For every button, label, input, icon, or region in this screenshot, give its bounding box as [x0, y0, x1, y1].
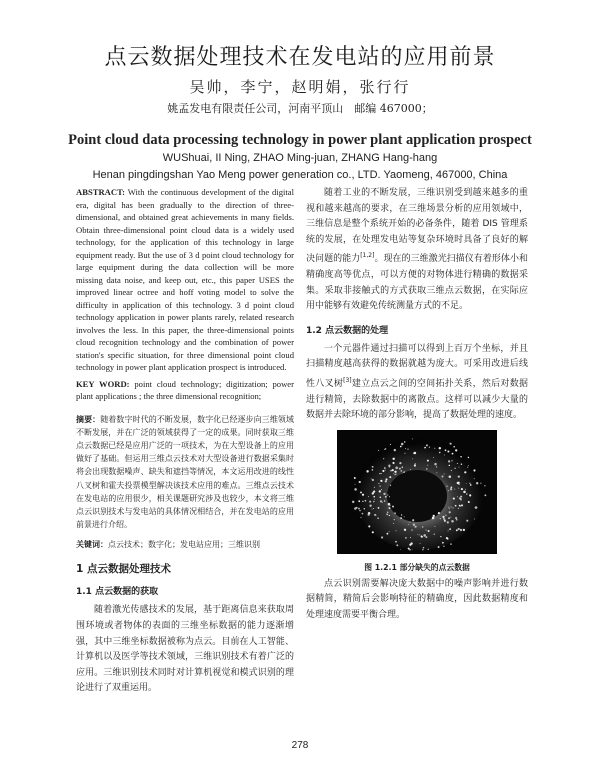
point-cloud-dot — [384, 500, 386, 502]
point-cloud-dot — [459, 505, 460, 506]
keywords-zh — [76, 539, 294, 551]
point-cloud-dot — [380, 496, 382, 498]
point-cloud-dot — [395, 541, 397, 543]
point-cloud-dot — [420, 543, 421, 544]
point-cloud-dot — [392, 469, 394, 471]
point-cloud-dot — [410, 537, 411, 538]
point-cloud-dot — [384, 448, 385, 449]
point-cloud-dot — [378, 507, 380, 509]
point-cloud-dot — [396, 530, 397, 531]
point-cloud-dot — [400, 517, 402, 519]
point-cloud-dot — [466, 483, 467, 484]
point-cloud-dot — [382, 470, 384, 472]
point-cloud-dot — [451, 486, 453, 488]
point-cloud-dot — [409, 543, 411, 545]
point-cloud-dot — [451, 520, 454, 523]
point-cloud-dot — [392, 462, 394, 464]
point-cloud-dot — [389, 507, 391, 509]
point-cloud-dot — [454, 467, 455, 468]
point-cloud-dot — [442, 475, 444, 477]
point-cloud-dot — [395, 473, 397, 475]
point-cloud-dot — [381, 536, 383, 538]
point-cloud-dot — [374, 486, 375, 487]
point-cloud-dot — [402, 472, 403, 473]
point-cloud-dot — [385, 469, 386, 470]
point-cloud-dot — [412, 549, 413, 550]
point-cloud-dot — [404, 516, 405, 517]
keywords-en-label: KEY WORD: — [76, 378, 130, 389]
point-cloud-dot — [423, 547, 425, 549]
point-cloud-dot — [408, 524, 409, 525]
point-cloud-dot — [412, 519, 414, 521]
section-1-2-heading: 1.2 点云数据的处理 — [306, 325, 389, 336]
point-cloud-dot — [426, 444, 428, 446]
point-cloud-dot — [449, 528, 451, 530]
point-cloud-dot — [445, 514, 446, 515]
point-cloud-dot — [436, 472, 437, 473]
point-cloud-dot — [360, 491, 362, 493]
point-cloud-dot — [427, 464, 428, 465]
point-cloud-dot — [364, 508, 365, 509]
point-cloud-dot — [449, 508, 450, 509]
point-cloud-image — [337, 430, 497, 554]
point-cloud-dot — [404, 441, 405, 442]
point-cloud-dot — [389, 531, 390, 532]
section-1-2-paragraph — [306, 342, 528, 424]
point-cloud-figure — [337, 430, 497, 554]
point-cloud-dot — [392, 505, 394, 507]
point-cloud-dot — [449, 511, 451, 513]
point-cloud-dot — [448, 530, 449, 531]
point-cloud-dot — [447, 521, 449, 523]
point-cloud-dot — [464, 471, 466, 473]
point-cloud-dot — [374, 499, 375, 500]
point-cloud-dot — [355, 483, 356, 484]
point-cloud-dot — [359, 481, 360, 482]
point-cloud-dot — [354, 477, 356, 479]
point-cloud-dot — [383, 492, 385, 494]
point-cloud-dot — [360, 517, 361, 518]
left-column — [76, 186, 294, 697]
point-cloud-dot — [373, 490, 375, 492]
point-cloud-dot — [460, 498, 461, 499]
point-cloud-dot — [443, 518, 445, 520]
right-column — [306, 186, 528, 624]
point-cloud-dot — [408, 547, 410, 549]
point-cloud-dot — [368, 496, 369, 497]
point-cloud-dot — [433, 457, 434, 458]
point-cloud-dot — [377, 517, 378, 518]
point-cloud-dot — [362, 513, 364, 515]
section-1-1-heading: 1.1 点云数据的获取 — [76, 587, 159, 598]
point-cloud-dot — [457, 496, 458, 497]
point-cloud-dot — [453, 446, 455, 448]
point-cloud-dot — [366, 470, 368, 472]
point-cloud-dot — [381, 489, 382, 490]
point-cloud-dot — [373, 508, 374, 509]
point-cloud-dot — [375, 514, 376, 515]
point-cloud-dot — [419, 534, 420, 535]
point-cloud-dot — [455, 517, 457, 519]
point-cloud-dot — [368, 525, 370, 527]
point-cloud-dot — [389, 515, 390, 516]
point-cloud-dot — [359, 509, 361, 511]
point-cloud-dot — [393, 523, 394, 524]
section-1-1-paragraph: 随着激光传感技术的发展，基于距离信息来获取周围环境或者物体的表面的三维坐标数据的能力逐渐增强，其中三维坐标数据被称为点云。目前在人工智能、计算机以及医学等技术领域，三维识别技术有着广泛的应用。三维识别技术同时对计算机视觉和模式识别的理论进行了双重运用。 — [76, 605, 294, 694]
point-cloud-dot — [447, 450, 449, 452]
point-cloud-dot — [469, 482, 470, 483]
point-cloud-dot — [352, 500, 354, 502]
point-cloud-dot — [411, 529, 412, 530]
point-cloud-dot — [438, 546, 440, 548]
point-cloud-dot — [387, 511, 389, 513]
point-cloud-dot — [427, 548, 428, 549]
authors-en: WUShuai, II Ning, ZHAO Ming-juan, ZHANG Hang-hang — [162, 152, 438, 164]
point-cloud-dot — [451, 470, 452, 471]
point-cloud-dot — [442, 542, 444, 544]
point-cloud-dot — [448, 517, 450, 519]
point-cloud-dot — [445, 449, 447, 451]
point-cloud-dot — [468, 465, 469, 466]
point-cloud-dot — [474, 518, 475, 519]
point-cloud-dot — [434, 448, 435, 449]
point-cloud-dot — [458, 487, 459, 488]
point-cloud-dot — [427, 459, 429, 461]
figure-caption: 图 1.2.1 部分缺失的点云数据 — [364, 562, 470, 572]
point-cloud-dot — [387, 494, 388, 495]
point-cloud-dot — [470, 484, 472, 486]
point-cloud-dot — [395, 466, 398, 469]
point-cloud-dot — [414, 451, 417, 454]
citation-3: [3] — [343, 376, 352, 384]
point-cloud-dot — [475, 506, 478, 509]
point-cloud-dot — [385, 480, 387, 482]
point-cloud-dot — [423, 534, 426, 537]
point-cloud-dot — [458, 475, 460, 477]
point-cloud-dot — [457, 463, 458, 464]
point-cloud-dot — [433, 514, 435, 516]
point-cloud-dot — [369, 504, 371, 506]
page-number: 278 — [291, 740, 309, 751]
point-cloud-dot — [455, 449, 457, 451]
point-cloud-dot — [409, 549, 411, 551]
point-cloud-dot — [373, 496, 375, 498]
point-cloud-dot — [446, 485, 447, 486]
point-cloud-dot — [460, 529, 462, 531]
point-cloud-dot — [354, 488, 357, 491]
point-cloud-dot — [400, 470, 402, 472]
point-cloud-dot — [362, 493, 364, 495]
point-cloud-dot — [458, 528, 460, 530]
point-cloud-dot — [467, 466, 468, 467]
point-cloud-dot — [465, 488, 466, 489]
point-cloud-dot — [426, 529, 427, 530]
section-1-1-paragraph-2-part-b: 。现在的三维激光扫描仪有着形体小和精确度高等优点，可以方便的对物体进行精确的数据采集。采取非接触式的方式获取三维点云数据，在实际应用中能够有效避免传统测量方式的不足。 — [306, 254, 528, 312]
point-cloud-dot — [378, 450, 379, 451]
point-cloud-dot — [414, 464, 416, 466]
section-1-1-paragraph-2-part-a: 随着工业的不断发展，三维识别受到越来越多的重视和越来越高的要求，在三维场景分析的应用领域中，三维信息是整个系统开始的必备条件，随着 DIS 管理系统的发展，在处理发电站等复杂环境时具备了良好的解决问题的能力 — [306, 188, 528, 265]
point-cloud-dot — [390, 444, 391, 445]
point-cloud-dot — [476, 482, 478, 484]
point-cloud-dot — [410, 469, 411, 470]
abstract-zh — [76, 413, 294, 532]
point-cloud-dot — [442, 516, 444, 518]
point-cloud-dot — [390, 505, 391, 506]
point-cloud-dot — [463, 528, 465, 530]
point-cloud-dot — [439, 451, 441, 453]
point-cloud-dot — [461, 504, 463, 506]
point-cloud-dot — [426, 468, 428, 470]
point-cloud-dot — [458, 481, 460, 483]
point-cloud-dot — [389, 496, 390, 497]
point-cloud-dot — [390, 484, 391, 485]
point-cloud-dot — [456, 529, 458, 531]
point-cloud-dot — [405, 537, 407, 539]
point-cloud-dot — [392, 457, 394, 459]
point-cloud-dot — [468, 501, 470, 503]
point-cloud-dot — [460, 495, 462, 497]
point-cloud-dot — [463, 490, 466, 493]
point-cloud-dot — [390, 470, 392, 472]
abstract-en-label: ABSTRACT: — [76, 187, 126, 197]
point-cloud-dot — [466, 493, 468, 495]
keywords-zh-text: 点云技术；数字化；发电站应用；三维识别 — [108, 540, 260, 550]
point-cloud-dot — [382, 501, 383, 502]
point-cloud-dot — [428, 530, 430, 532]
point-cloud-dot — [358, 507, 360, 509]
point-cloud-dot — [385, 478, 387, 480]
point-cloud-dot — [484, 494, 486, 496]
point-cloud-dot — [386, 513, 388, 515]
point-cloud-dot — [409, 521, 410, 522]
point-cloud-dot — [449, 475, 451, 477]
point-cloud-dot — [372, 531, 374, 533]
point-cloud-dot — [396, 544, 398, 546]
point-cloud-dot — [458, 508, 459, 509]
point-cloud-dot — [454, 488, 455, 489]
point-cloud-dot — [440, 518, 441, 519]
point-cloud-dot — [372, 466, 374, 468]
point-cloud-dot — [469, 494, 471, 496]
point-cloud-dot — [448, 506, 449, 507]
point-cloud-dot — [371, 478, 372, 479]
point-cloud-dot — [443, 545, 444, 546]
point-cloud-dot — [415, 525, 417, 527]
point-cloud-dot — [484, 485, 485, 486]
point-cloud-dot — [384, 467, 386, 469]
point-cloud-dot — [385, 496, 387, 498]
point-cloud-dot — [401, 442, 404, 445]
point-cloud-dot — [379, 473, 380, 474]
point-cloud-dot — [452, 452, 454, 454]
point-cloud-dot — [401, 466, 403, 468]
point-cloud-dot — [413, 523, 415, 525]
affiliation-en: Henan pingdingshan Yao Meng power generation co., LTD. Yaomeng, 467000, China — [92, 169, 508, 181]
section-1-2-paragraph-part-a: 一个元器件通过扫描可以得到上百万个坐标，并且扫描精度越高获得的数据就越为庞大。可采用改进后线性八叉树 — [306, 343, 528, 389]
point-cloud-dot — [422, 549, 423, 550]
point-cloud-dot — [480, 482, 481, 483]
point-cloud-dot — [451, 460, 452, 461]
point-cloud-dot — [466, 519, 468, 521]
point-cloud-dot — [412, 458, 413, 459]
point-cloud-dot — [400, 549, 401, 550]
point-cloud-dot — [453, 507, 454, 508]
point-cloud-dot — [461, 488, 463, 490]
point-cloud-dot — [429, 446, 430, 447]
point-cloud-dot — [373, 501, 374, 502]
title-en: Point cloud data processing technology in power plant application prospect — [68, 132, 532, 148]
section-1-2-paragraph-2: 点云识别需要解决庞大数据中的噪声影响并进行数据精简，精简后会影响特征的精确度，因此数据精度和处理速度需要平衡合理。 — [306, 578, 528, 620]
point-cloud-dot — [379, 485, 380, 486]
point-cloud-dot — [356, 507, 358, 509]
point-cloud-dot — [380, 479, 382, 481]
point-cloud-dot — [453, 497, 455, 499]
point-cloud-dot — [421, 535, 423, 537]
point-cloud-dot — [393, 473, 394, 474]
abstract-zh-text: 随着数字时代的不断发展，数字化已经逐步向三维领域不断发展，并在广泛的领域获得了一定的成果。同时获取三维点云数据已经是应用广泛的一项技术，为在大型设备上的应用做好了基础。但运用三维点云技术对大型设备进行数据采集时将会出现数据噪声、缺失和遮挡等情况，本文运用改进的线性八叉树和霍夫投票模型解决该技术应用的难点。三维点云技术在发电站的应用很少，相关课题研究涉及也较少，本文将三维点云识别技术与发电站的具体情况相结合，并在发电站的应用前景进行介绍。 — [76, 414, 295, 530]
point-cloud-dot — [394, 519, 395, 520]
point-cloud-dot — [450, 442, 452, 444]
point-cloud-dot — [434, 533, 435, 534]
point-cloud-dot — [474, 478, 475, 479]
point-cloud-dot — [422, 526, 423, 527]
keywords-zh-label: 关键词： — [76, 540, 108, 550]
point-cloud-dot — [399, 467, 401, 469]
point-cloud-dot — [473, 469, 475, 471]
point-cloud-dot — [380, 473, 381, 474]
point-cloud-dot — [389, 476, 391, 478]
point-cloud-dot — [424, 446, 426, 448]
section-1-heading: 1 点云数据处理技术 — [76, 563, 171, 576]
point-cloud-dot — [394, 474, 395, 475]
title-zh: 点云数据处理技术在发电站的应用前景 — [104, 45, 496, 70]
keywords-en-text: point cloud technology; digitization; power plant applications ; the three dimensional recognition; — [76, 378, 294, 401]
point-cloud-dot — [394, 512, 396, 514]
point-cloud-dot — [379, 490, 381, 492]
point-cloud-dot — [403, 471, 405, 473]
point-cloud-dot — [444, 454, 445, 455]
point-cloud-dot — [460, 498, 462, 500]
section-1-2-paragraph-part-b: 建立点云之间的空间拓扑关系，然后对数据进行精简，去除数据中的离散点。这样可以减少大量的数据并去除环境的部分影响，提高了数据处理的速度。 — [306, 378, 528, 421]
point-cloud-dot — [378, 483, 379, 484]
point-cloud-dot — [450, 517, 451, 518]
point-cloud-dot — [460, 456, 461, 457]
point-cloud-dot — [399, 462, 401, 464]
point-cloud-dot — [451, 506, 452, 507]
point-cloud-dot — [365, 500, 367, 502]
point-cloud-dot — [401, 514, 402, 515]
point-cloud-dot — [383, 458, 384, 459]
point-cloud-dot — [405, 452, 406, 453]
point-cloud-dot — [369, 500, 371, 502]
point-cloud-dot — [400, 445, 402, 447]
affiliation-zh: 姚孟发电有限责任公司，河南平顶山 邮编 467000； — [167, 102, 433, 115]
point-cloud-dot — [446, 537, 448, 539]
point-cloud-dot — [372, 508, 373, 509]
point-cloud-dot — [440, 536, 441, 537]
point-cloud-dot — [468, 456, 469, 457]
point-cloud-dot — [394, 470, 396, 472]
point-cloud-dot — [448, 490, 449, 491]
citation-1-2: [1,2] — [360, 252, 375, 260]
point-cloud-dot — [405, 448, 406, 449]
keywords-en — [76, 378, 294, 403]
point-cloud-dot — [434, 526, 435, 527]
point-cloud-dot — [387, 533, 389, 535]
point-cloud-dot — [439, 447, 441, 449]
point-cloud-dot — [436, 466, 437, 467]
point-cloud-dot — [358, 500, 360, 502]
point-cloud-dot — [362, 500, 363, 501]
point-cloud-dot — [450, 543, 452, 545]
abstract-zh-label: 摘要： — [76, 414, 101, 424]
point-cloud-dot — [455, 505, 457, 507]
point-cloud-dot — [404, 528, 406, 530]
abstract-en — [76, 186, 294, 374]
point-cloud-dot — [372, 479, 374, 481]
point-cloud-dot — [412, 438, 413, 439]
point-cloud-dot — [444, 473, 445, 474]
point-cloud-dot — [448, 460, 450, 462]
point-cloud-dot — [434, 463, 437, 466]
point-cloud-dot — [394, 449, 396, 451]
point-cloud-dot — [459, 466, 460, 467]
point-cloud-dot — [368, 513, 370, 515]
point-cloud-dot — [407, 448, 408, 449]
point-cloud-dot — [450, 488, 452, 490]
point-cloud-dot — [461, 463, 462, 464]
point-cloud-dot — [449, 464, 451, 466]
abstract-en-text: With the continuous development of the digital era, digital has been gradually to the direction of three-dimensional, and obtained great achievements in many fields. Obtain three-dimensional point cloud data is a widely used technology, for the application of this technology in large equipment ready. But the use of 3 d point cloud technology for large equipment during the data collection will be more missing data noise, and keep out, etc., this paper USES the improved linear octree and hoff voting model to solve the difficulty in application of this technology. 3 d point cloud technology application in power plants rarely, related research involves the less. In this paper, the three-dimensional points cloud recognition technology and the combination of power station's specific situation, for three dimensional point cloud technology in power plant application prospect is introduced. — [76, 187, 294, 372]
point-cloud-dot — [438, 512, 440, 514]
point-cloud-dot — [388, 503, 391, 506]
point-cloud-dot — [388, 464, 390, 466]
section-1-1-paragraph-2 — [306, 186, 528, 315]
point-cloud-dot — [417, 534, 418, 535]
point-cloud-dot — [372, 469, 374, 471]
point-cloud-dot — [425, 536, 427, 538]
authors-zh: 吴帅，李宁，赵明娟，张行行 — [189, 78, 411, 96]
point-cloud-dot — [415, 463, 416, 464]
